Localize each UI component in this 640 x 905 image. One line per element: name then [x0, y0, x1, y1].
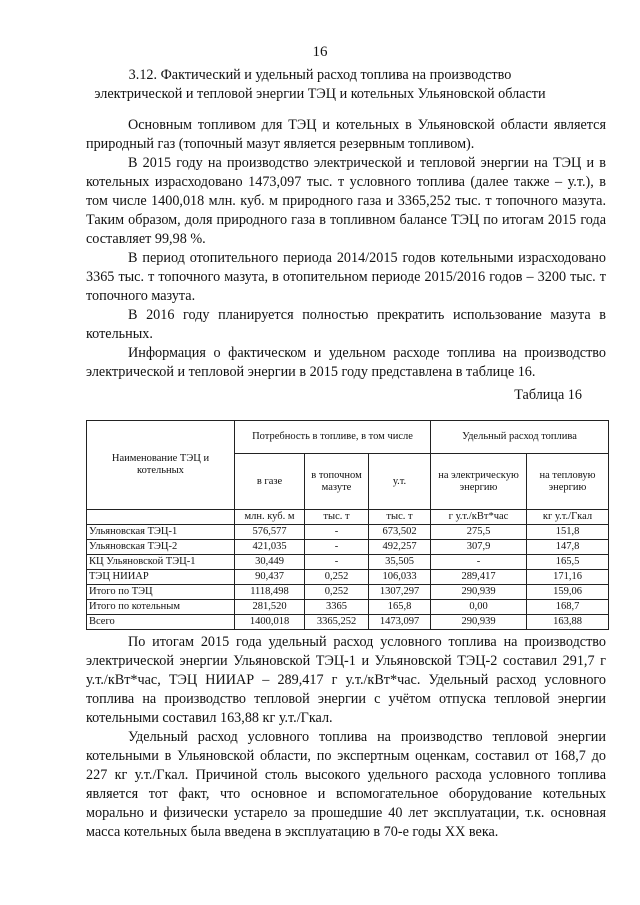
- cell-mazut: -: [305, 540, 369, 555]
- cell-mazut: 0,252: [305, 570, 369, 585]
- cell-el: 290,939: [431, 615, 527, 630]
- cell-heat: 147,8: [527, 540, 609, 555]
- header-heat: на тепловую энергию: [527, 454, 609, 510]
- row-name: Ульяновская ТЭЦ-1: [87, 525, 235, 540]
- cell-ut: 1307,297: [369, 585, 431, 600]
- header-mazut: в топочном мазуте: [305, 454, 369, 510]
- cell-gas: 90,437: [235, 570, 305, 585]
- row-name: Ульяновская ТЭЦ-2: [87, 540, 235, 555]
- cell-ut: 1473,097: [369, 615, 431, 630]
- header-need-group: Потребность в топливе, в том числе: [235, 421, 431, 454]
- page-number: 16: [312, 44, 328, 60]
- paragraph: В 2015 году на производство электрической и тепловой энергии на ТЭЦ и в котельных израсходовано 1473,097 тыс. т условного топлива (далее также – у.т.), в том числе 1400,018 млн. куб. м природного газа и 3365,252 тыс. т топочного мазута. Таким образом, доля природного газа в топливном балансе ТЭЦ по итогам 2015 года составляет 99,98 %.: [86, 155, 606, 247]
- cell-ut: 673,502: [369, 525, 431, 540]
- header-specific-group: Удельный расход топлива: [431, 421, 609, 454]
- table-row: [87, 615, 609, 630]
- paragraph: В период отопительного периода 2014/2015 годов котельными израсходовано 3365 тыс. т топочного мазута, в отопительном периоде 2015/2016 годов – 3200 тыс. т топочного мазута.: [86, 250, 606, 304]
- cell-el: 289,417: [431, 570, 527, 585]
- cell-gas: 576,577: [235, 525, 305, 540]
- cell-el: -: [431, 555, 527, 570]
- cell-heat: 171,16: [527, 570, 609, 585]
- cell-gas: 421,035: [235, 540, 305, 555]
- units-empty-cell: [87, 510, 235, 525]
- cell-heat: 163,88: [527, 615, 609, 630]
- cell-ut: 106,033: [369, 570, 431, 585]
- body-text-bottom: [86, 633, 606, 842]
- header-gas: в газе: [235, 454, 305, 510]
- row-name: Итого по котельным: [87, 600, 235, 615]
- cell-heat: 168,7: [527, 600, 609, 615]
- unit-cell: кг у.т./Гкал: [527, 510, 609, 525]
- cell-heat: 159,06: [527, 585, 609, 600]
- units-row: [87, 510, 609, 525]
- section-title: [80, 66, 560, 104]
- table-row: [87, 540, 609, 555]
- unit-cell: г у.т./кВт*час: [431, 510, 527, 525]
- cell-mazut: 3365,252: [305, 615, 369, 630]
- body-text-top: [86, 116, 606, 382]
- cell-el: 0,00: [431, 600, 527, 615]
- header-name: Наименование ТЭЦ и котельных: [87, 421, 235, 510]
- row-name: Итого по ТЭЦ: [87, 585, 235, 600]
- table-row: [87, 570, 609, 585]
- cell-ut: 492,257: [369, 540, 431, 555]
- cell-ut: 35,505: [369, 555, 431, 570]
- cell-mazut: 3365: [305, 600, 369, 615]
- table-row: [87, 600, 609, 615]
- unit-cell: тыс. т: [305, 510, 369, 525]
- cell-el: 307,9: [431, 540, 527, 555]
- paragraph: В 2016 году планируется полностью прекратить использование мазута в котельных.: [86, 307, 606, 342]
- table-row: [87, 525, 609, 540]
- fuel-consumption-table: [86, 420, 609, 630]
- cell-gas: 1118,498: [235, 585, 305, 600]
- cell-heat: 165,5: [527, 555, 609, 570]
- table-row: [87, 585, 609, 600]
- section-title-line-2: электрической и тепловой энергии ТЭЦ и котельных Ульяновской области: [94, 86, 546, 102]
- row-name: Всего: [87, 615, 235, 630]
- paragraph: Удельный расход условного топлива на производство тепловой энергии котельными в Ульяновской области, по экспертным оценкам, составил от 168,7 до 227 кг у.т./Гкал. Причиной столь высокого удельного расхода условного топлива является тот факт, что основное и вспомогательное оборудование котельных морально и физически устарело за прошедшие 40 лет эксплуатации, т.к. основная масса котельных была введена в эксплуатацию в 70-е годы XX века.: [86, 729, 606, 840]
- cell-gas: 281,520: [235, 600, 305, 615]
- header-electric: на электрическую энергию: [431, 454, 527, 510]
- cell-heat: 151,8: [527, 525, 609, 540]
- cell-el: 290,939: [431, 585, 527, 600]
- cell-mazut: -: [305, 525, 369, 540]
- cell-ut: 165,8: [369, 600, 431, 615]
- table-label: Таблица 16: [514, 387, 582, 403]
- cell-mazut: -: [305, 555, 369, 570]
- unit-cell: тыс. т: [369, 510, 431, 525]
- row-name: КЦ Ульяновской ТЭЦ-1: [87, 555, 235, 570]
- cell-mazut: 0,252: [305, 585, 369, 600]
- cell-gas: 30,449: [235, 555, 305, 570]
- paragraph: Основным топливом для ТЭЦ и котельных в Ульяновской области является природный газ (топочный мазут является резервным топливом).: [86, 117, 606, 152]
- row-name: ТЭЦ НИИАР: [87, 570, 235, 585]
- paragraph: Информация о фактическом и удельном расходе топлива на производство электрической и тепловой энергии в 2015 году представлена в таблице 16.: [86, 345, 606, 380]
- header-ut: у.т.: [369, 454, 431, 510]
- paragraph: По итогам 2015 года удельный расход условного топлива на производство электрической энергии Ульяновской ТЭЦ-1 и Ульяновской ТЭЦ-2 составил 291,7 г у.т./кВт*час, ТЭЦ НИИАР – 289,417 г у.т./кВт*час. Удельный расход условного топлива на производство тепловой энергии с учётом отпуска тепловой энергии котельными составил 163,88 кг у.т./Гкал.: [86, 634, 606, 726]
- cell-gas: 1400,018: [235, 615, 305, 630]
- table-row: [87, 555, 609, 570]
- unit-cell: млн. куб. м: [235, 510, 305, 525]
- cell-el: 275,5: [431, 525, 527, 540]
- section-title-line-1: 3.12. Фактический и удельный расход топлива на производство: [128, 67, 512, 83]
